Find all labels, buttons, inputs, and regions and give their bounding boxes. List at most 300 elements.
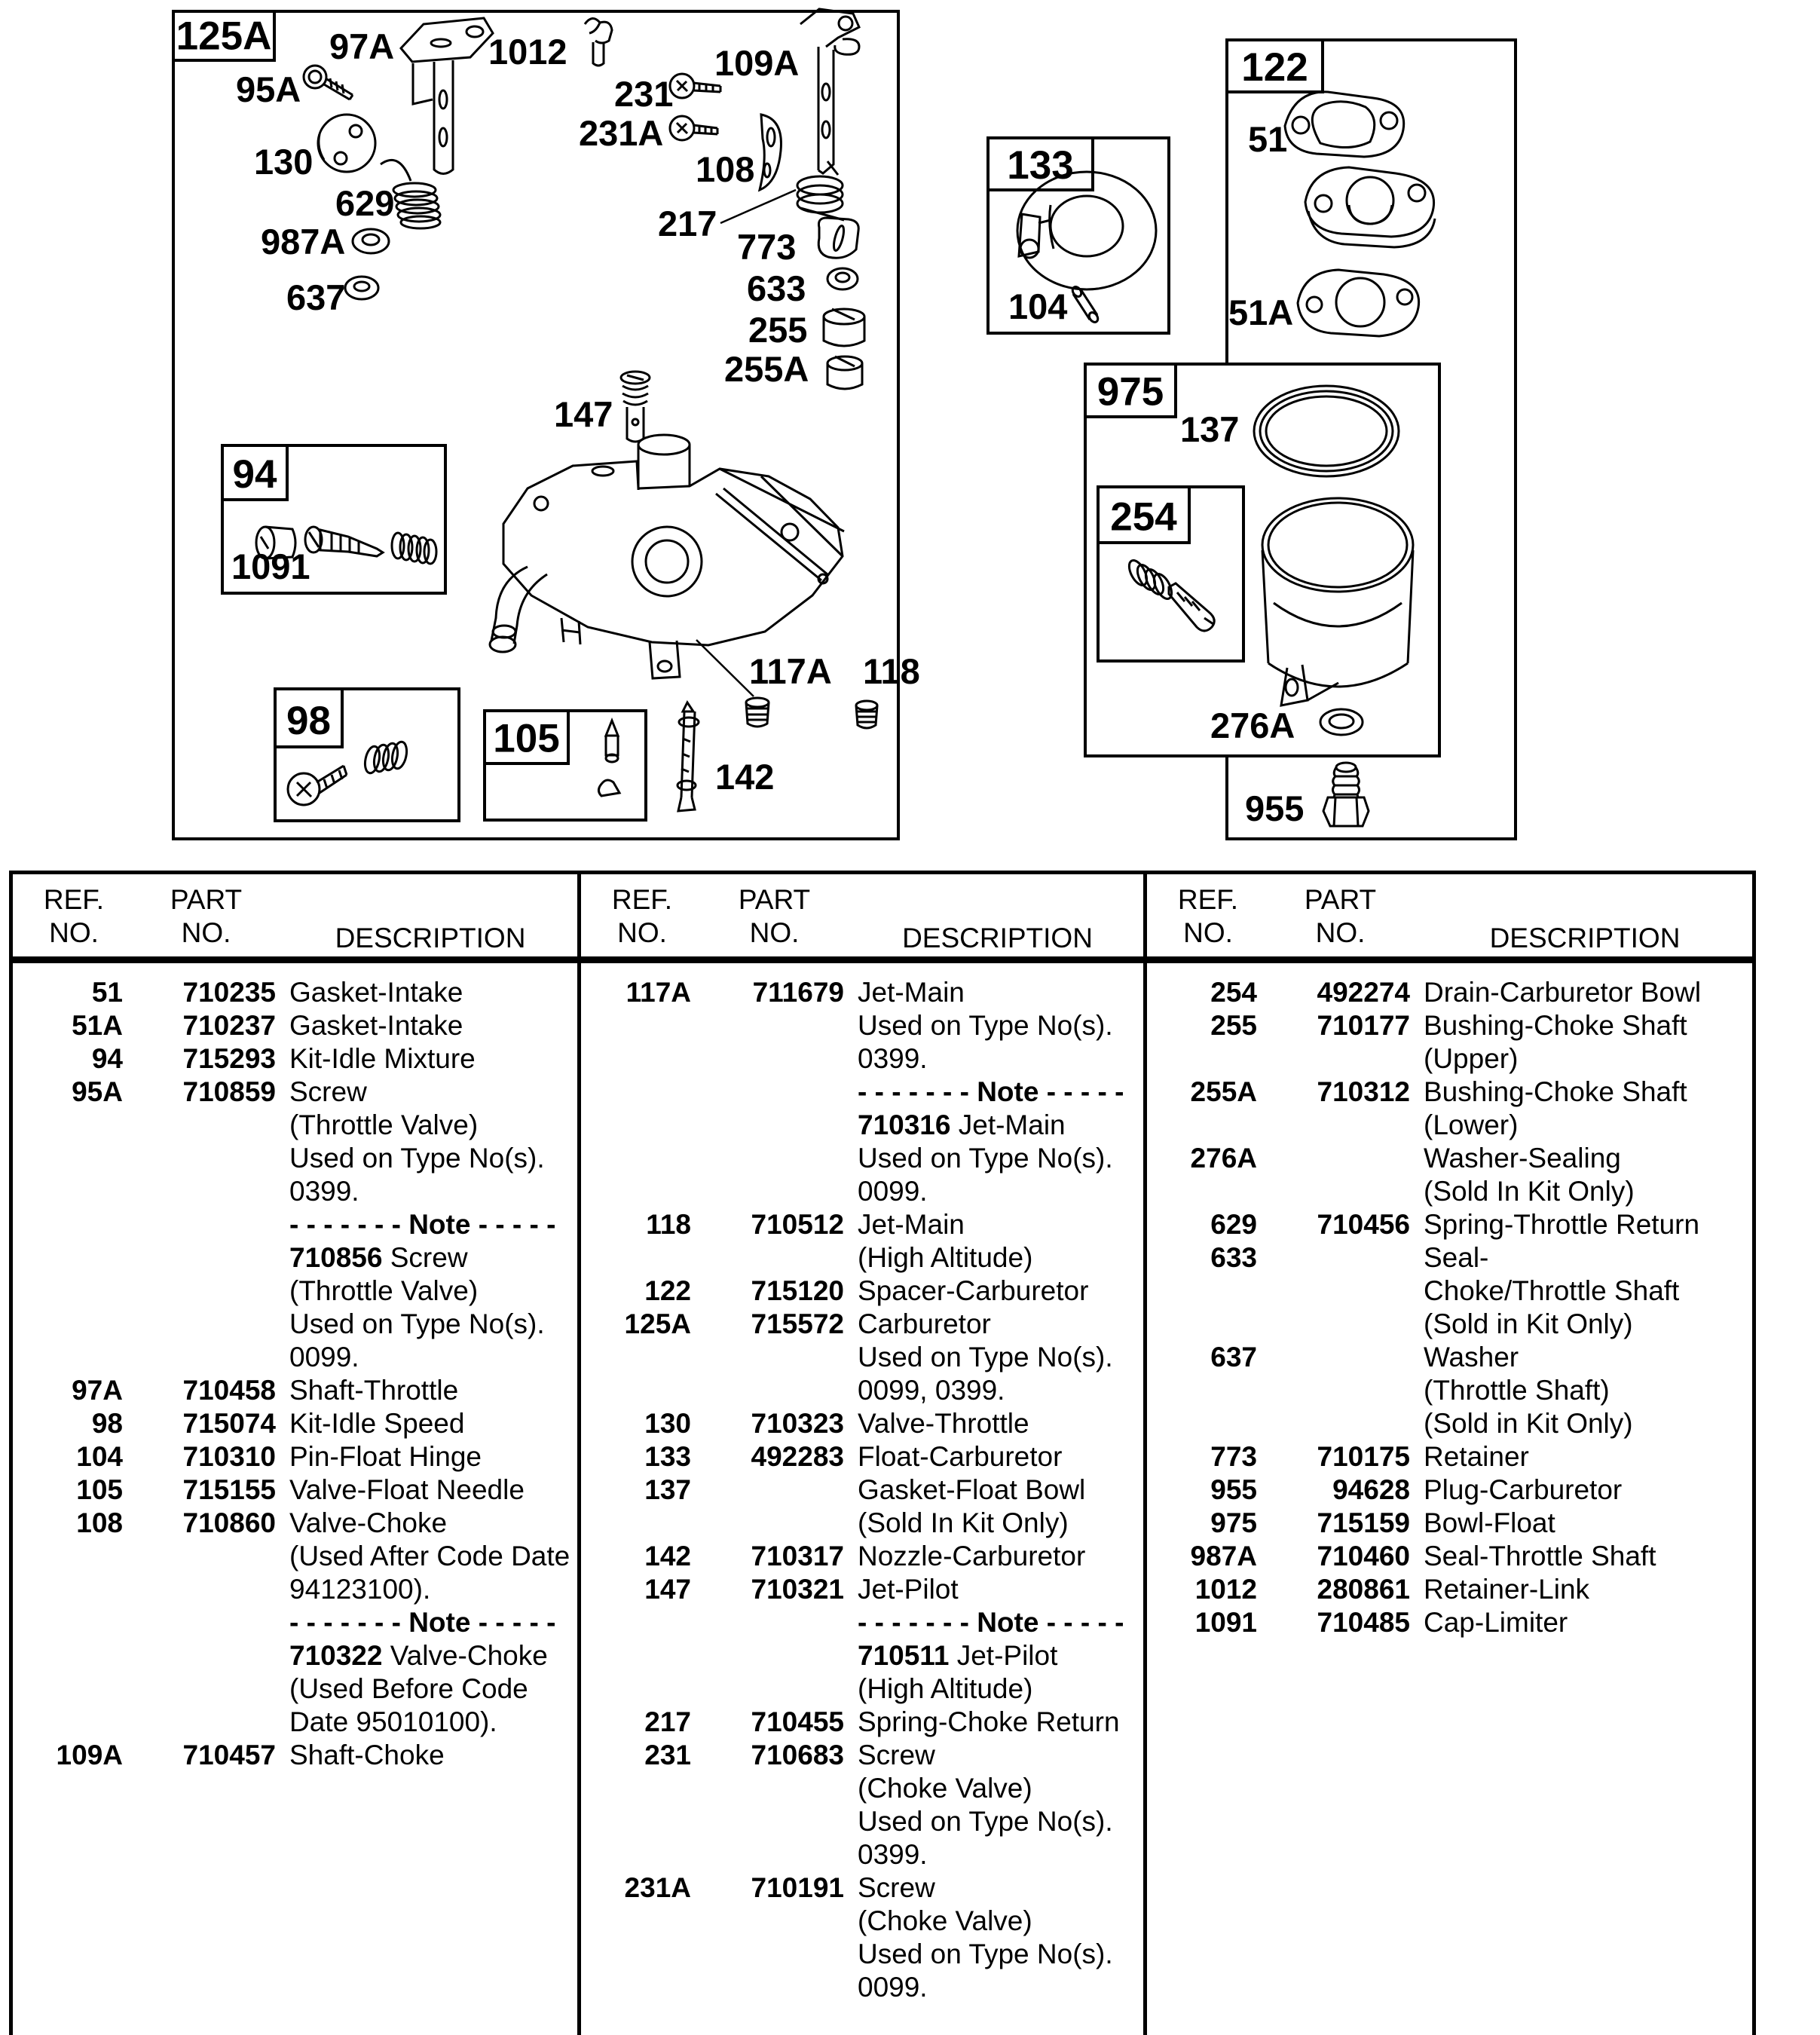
ref-no-cell — [593, 1672, 691, 1706]
description-line: 0399. — [289, 1176, 359, 1207]
description-line: 710322 Valve-Choke — [289, 1640, 548, 1671]
header-part: PART — [170, 884, 243, 915]
table-row — [581, 976, 1143, 1009]
description-line: Washer-Sealing — [1424, 1143, 1621, 1174]
parts-table — [9, 871, 1756, 2035]
ref-no-cell — [593, 1938, 691, 1971]
ref-no-cell: 109A — [56, 1740, 123, 1770]
table-row — [581, 1739, 1143, 1772]
ref-no-cell: 255A — [1190, 1076, 1257, 1107]
table-row — [581, 1042, 1143, 1076]
table-row — [581, 1473, 1143, 1507]
ref-no-cell — [25, 1672, 123, 1706]
ref-no-cell — [25, 1109, 123, 1142]
part-no-cell: 710683 — [751, 1740, 844, 1770]
part-no-cell: 710310 — [182, 1441, 276, 1472]
part-no-cell: 710485 — [1317, 1607, 1410, 1638]
table-row — [581, 1275, 1143, 1308]
description-line: - - - - - - - Note - - - - - — [858, 1076, 1124, 1107]
description-line: Cap-Limiter — [1424, 1607, 1568, 1638]
header-description: DESCRIPTION — [335, 923, 526, 953]
part-no-cell — [705, 1805, 844, 1838]
description-line: Plug-Carburetor — [1424, 1474, 1623, 1505]
description-line: Gasket-Intake — [289, 977, 463, 1008]
callout-987A: 987A — [261, 222, 346, 262]
ref-no-cell — [25, 1208, 123, 1241]
ref-no-cell: 95A — [72, 1076, 123, 1107]
ref-no-cell — [25, 1706, 123, 1739]
header-part: PART — [1304, 884, 1377, 915]
description-line: Screw — [858, 1740, 935, 1770]
description-line: Bushing-Choke Shaft — [1424, 1076, 1687, 1107]
callout-629: 629 — [335, 183, 395, 223]
callout-95A: 95A — [236, 69, 301, 109]
table-row — [581, 1142, 1143, 1175]
header-ref: REF. — [43, 884, 105, 915]
ref-no-cell: 629 — [1210, 1209, 1257, 1240]
description-line: Drain-Carburetor Bowl — [1424, 977, 1702, 1008]
ref-no-cell — [25, 1175, 123, 1208]
description-line: (High Altitude) — [858, 1242, 1033, 1273]
ref-no-cell: 118 — [646, 1209, 691, 1240]
table-row — [13, 1341, 577, 1374]
header-description: DESCRIPTION — [902, 923, 1093, 953]
part-no-cell — [1271, 1275, 1410, 1308]
table-row — [13, 1042, 577, 1076]
description-line: 710856 Screw — [289, 1242, 468, 1273]
table-row — [581, 1772, 1143, 1805]
part-no-cell — [1271, 1374, 1410, 1407]
table-row — [1147, 1009, 1752, 1042]
table-row — [581, 1706, 1143, 1739]
description-line: Used on Type No(s). — [858, 1143, 1113, 1174]
callout-118: 118 — [863, 651, 920, 691]
part-no-cell — [1271, 1407, 1410, 1440]
part-no-cell — [1271, 1341, 1410, 1374]
ref-no-cell: 217 — [644, 1706, 691, 1737]
callout-51A: 51A — [1228, 292, 1294, 332]
description-line: Shaft-Choke — [289, 1740, 445, 1770]
ref-no-cell: 122 — [644, 1275, 691, 1306]
table-row — [581, 1938, 1143, 1971]
ref-no-cell: 254 — [1210, 977, 1257, 1008]
table-row — [1147, 1540, 1752, 1573]
part-no-cell — [136, 1639, 276, 1672]
ref-no-cell: 231 — [644, 1740, 691, 1770]
description-line: Bushing-Choke Shaft — [1424, 1010, 1687, 1041]
part-no-cell: 710323 — [751, 1408, 844, 1439]
ref-no-cell: 773 — [1210, 1441, 1257, 1472]
part-no-cell — [136, 1109, 276, 1142]
table-row — [1147, 976, 1752, 1009]
table-column-2 — [581, 874, 1147, 2035]
description-line: - - - - - - - Note - - - - - — [289, 1209, 556, 1240]
description-line: 0099. — [289, 1342, 359, 1372]
table-row — [581, 1009, 1143, 1042]
ref-no-cell — [593, 1142, 691, 1175]
kit-box-label-133: 133 — [1007, 142, 1074, 188]
ref-no-cell: 137 — [644, 1474, 691, 1505]
description-line: Valve-Choke — [289, 1507, 448, 1538]
part-no-cell — [136, 1606, 276, 1639]
ref-no-cell: 637 — [1210, 1342, 1257, 1372]
ref-no-cell: 633 — [1210, 1242, 1257, 1273]
table-row — [1147, 1208, 1752, 1241]
ref-no-cell: 105 — [76, 1474, 123, 1505]
table-row — [1147, 1042, 1752, 1076]
table-row — [581, 1208, 1143, 1241]
part-no-cell — [705, 1672, 844, 1706]
description-line: (Sold in Kit Only) — [1424, 1308, 1633, 1339]
header-ref: REF. — [1177, 884, 1239, 915]
table-row — [581, 1672, 1143, 1706]
ref-no-cell: 98 — [91, 1408, 123, 1439]
part-no-cell — [136, 1241, 276, 1275]
ref-no-cell: 955 — [1210, 1474, 1257, 1505]
ref-no-cell — [593, 1009, 691, 1042]
ref-no-cell: 133 — [644, 1441, 691, 1472]
table-header: REF. NO. PART NO. DESCRIPTION — [13, 874, 577, 963]
ref-no-cell — [25, 1606, 123, 1639]
description-line: 0099, 0399. — [858, 1375, 1005, 1406]
table-row — [13, 1573, 577, 1606]
callout-117A: 117A — [749, 651, 832, 691]
ref-no-cell — [593, 1175, 691, 1208]
ref-no-cell — [25, 1241, 123, 1275]
kit-box-105 — [485, 711, 646, 820]
description-line: (Used After Code Date — [289, 1541, 570, 1571]
part-no-cell — [705, 1507, 844, 1540]
ref-no-cell — [593, 1905, 691, 1938]
part-no-cell — [705, 1838, 844, 1871]
table-row — [581, 1540, 1143, 1573]
part-no-cell — [136, 1208, 276, 1241]
part-no-cell: 492274 — [1317, 977, 1410, 1008]
part-no-cell: 710191 — [751, 1872, 844, 1903]
description-line: 0399. — [858, 1043, 928, 1074]
callout-637: 637 — [286, 277, 346, 317]
table-row — [1147, 1076, 1752, 1109]
description-line: 0099. — [858, 1972, 928, 2003]
ref-no-cell — [593, 1606, 691, 1639]
callout-1012: 1012 — [488, 32, 567, 72]
callout-109A: 109A — [714, 43, 800, 83]
table-row — [13, 1507, 577, 1540]
part-no-cell: 710177 — [1317, 1010, 1410, 1041]
part-no-cell: 710237 — [182, 1010, 276, 1041]
part-no-cell — [136, 1341, 276, 1374]
part-no-cell — [1271, 1109, 1410, 1142]
description-line: Seal- — [1424, 1242, 1489, 1273]
part-no-cell — [1271, 1042, 1410, 1076]
part-no-cell: 710456 — [1317, 1209, 1410, 1240]
description-line: Spring-Choke Return — [858, 1706, 1120, 1737]
table-row — [13, 1606, 577, 1639]
part-no-cell: 715159 — [1317, 1507, 1410, 1538]
part-no-cell: 715572 — [751, 1308, 844, 1339]
description-line: 0399. — [858, 1839, 928, 1870]
table-row — [13, 1009, 577, 1042]
table-row — [13, 1706, 577, 1739]
table-row — [1147, 1109, 1752, 1142]
table-header: REF. NO. PART NO. DESCRIPTION — [581, 874, 1143, 963]
part-no-cell: 715155 — [182, 1474, 276, 1505]
ref-no-cell: 94 — [91, 1043, 123, 1074]
part-no-cell: 710859 — [182, 1076, 276, 1107]
description-line: (Lower) — [1424, 1109, 1519, 1140]
description-line: Used on Type No(s). — [858, 1806, 1113, 1837]
description-line: Screw — [858, 1872, 935, 1903]
callout-51: 51 — [1248, 119, 1288, 159]
ref-no-cell — [593, 1971, 691, 2004]
description-line: Kit-Idle Speed — [289, 1408, 465, 1439]
part-no-cell — [136, 1573, 276, 1606]
part-no-cell — [705, 1076, 844, 1109]
part-no-cell — [705, 1938, 844, 1971]
part-no-cell — [136, 1540, 276, 1573]
part-no-cell — [136, 1672, 276, 1706]
table-row — [581, 1374, 1143, 1407]
part-no-cell: 710512 — [751, 1209, 844, 1240]
table-row — [13, 1672, 577, 1706]
ref-no-cell — [593, 1838, 691, 1871]
table-row — [581, 1606, 1143, 1639]
part-no-cell — [136, 1275, 276, 1308]
kit-box-label-105: 105 — [493, 716, 560, 761]
part-no-cell: 710455 — [751, 1706, 844, 1737]
table-row — [581, 1308, 1143, 1341]
ref-no-cell — [25, 1142, 123, 1175]
description-line: Jet-Main — [858, 977, 965, 1008]
ref-no-cell — [593, 1374, 691, 1407]
ref-no-cell — [593, 1042, 691, 1076]
ref-no-cell: 51 — [91, 977, 123, 1008]
ref-no-cell — [25, 1341, 123, 1374]
table-row — [1147, 1374, 1752, 1407]
callout-147: 147 — [554, 394, 613, 434]
description-line: (Sold In Kit Only) — [1424, 1176, 1635, 1207]
ref-no-cell: 108 — [76, 1507, 123, 1538]
ref-no-cell — [1159, 1109, 1257, 1142]
ref-no-cell — [1159, 1275, 1257, 1308]
ref-no-cell — [593, 1507, 691, 1540]
description-line: Washer — [1424, 1342, 1519, 1372]
ref-no-cell — [25, 1540, 123, 1573]
table-row — [13, 1473, 577, 1507]
description-line: (Choke Valve) — [858, 1905, 1032, 1936]
table-row — [13, 1374, 577, 1407]
part-no-cell — [1271, 1142, 1410, 1175]
ref-no-cell: 130 — [644, 1408, 691, 1439]
table-row — [1147, 1175, 1752, 1208]
callout-108: 108 — [696, 149, 755, 189]
kit-box-label-122: 122 — [1241, 44, 1308, 90]
callout-955: 955 — [1245, 788, 1305, 828]
description-line: Jet-Pilot — [858, 1574, 959, 1605]
ref-no-cell: 987A — [1190, 1541, 1257, 1571]
table-row — [581, 1838, 1143, 1871]
table-row — [13, 1109, 577, 1142]
ref-no-cell — [593, 1076, 691, 1109]
kit-box-label-98: 98 — [286, 699, 331, 744]
table-row — [581, 1971, 1143, 2004]
description-line: Gasket-Intake — [289, 1010, 463, 1041]
exploded-parts-diagram — [0, 0, 1820, 867]
callout-231: 231 — [614, 74, 674, 114]
ref-no-cell — [593, 1109, 691, 1142]
part-no-cell: 710321 — [751, 1574, 844, 1605]
description-line: Nozzle-Carburetor — [858, 1541, 1086, 1571]
table-row — [13, 976, 577, 1009]
table-row — [581, 1241, 1143, 1275]
table-body-3 — [1147, 963, 1752, 1639]
part-no-cell — [705, 1042, 844, 1076]
description-line: 710511 Jet-Pilot — [858, 1640, 1058, 1671]
part-no-cell — [705, 1109, 844, 1142]
table-row — [581, 1639, 1143, 1672]
table-row — [581, 1871, 1143, 1905]
part-no-cell — [705, 1639, 844, 1672]
kit-box-label-254: 254 — [1110, 494, 1177, 540]
callout-276A: 276A — [1210, 705, 1295, 745]
header-ref: REF. — [611, 884, 673, 915]
description-line: Choke/Throttle Shaft — [1424, 1275, 1680, 1306]
table-row — [13, 1540, 577, 1573]
header-description: DESCRIPTION — [1489, 923, 1681, 953]
description-line: Float-Carburetor — [858, 1441, 1063, 1472]
ref-no-cell: 147 — [644, 1574, 691, 1605]
ref-no-cell — [25, 1308, 123, 1341]
table-row — [1147, 1440, 1752, 1473]
description-line: - - - - - - - Note - - - - - — [858, 1607, 1124, 1638]
table-row — [1147, 1606, 1752, 1639]
ref-no-cell — [593, 1772, 691, 1805]
description-line: Used on Type No(s). — [858, 1010, 1113, 1041]
table-row — [581, 1573, 1143, 1606]
table-header: REF. NO. PART NO. DESCRIPTION — [1147, 874, 1752, 963]
description-line: Used on Type No(s). — [858, 1342, 1113, 1372]
description-line: (Throttle Shaft) — [1424, 1375, 1610, 1406]
part-no-cell — [705, 1142, 844, 1175]
description-line: Retainer — [1424, 1441, 1529, 1472]
description-line: Screw — [289, 1076, 367, 1107]
ref-no-cell: 255 — [1210, 1010, 1257, 1041]
description-line: (Upper) — [1424, 1043, 1519, 1074]
table-row — [581, 1905, 1143, 1938]
header-part: PART — [738, 884, 811, 915]
part-no-cell — [705, 1772, 844, 1805]
callout-130: 130 — [254, 142, 314, 182]
callout-773: 773 — [737, 227, 797, 267]
part-no-cell: 715074 — [182, 1408, 276, 1439]
part-no-cell — [136, 1308, 276, 1341]
kit-box-label-125A: 125A — [176, 14, 272, 59]
ref-no-cell — [1159, 1374, 1257, 1407]
part-no-cell — [705, 1905, 844, 1938]
description-line: Shaft-Throttle — [289, 1375, 459, 1406]
description-line: Carburetor — [858, 1308, 991, 1339]
table-row — [1147, 1473, 1752, 1507]
ref-no-cell — [1159, 1175, 1257, 1208]
part-no-cell — [705, 1009, 844, 1042]
part-no-cell — [705, 1374, 844, 1407]
description-line: Used on Type No(s). — [289, 1308, 545, 1339]
ref-no-cell — [25, 1573, 123, 1606]
description-line: Retainer-Link — [1424, 1574, 1590, 1605]
ref-no-cell — [25, 1275, 123, 1308]
part-no-cell: 710312 — [1317, 1076, 1410, 1107]
description-line: Spacer-Carburetor — [858, 1275, 1089, 1306]
description-line: 94123100). — [289, 1574, 431, 1605]
callout-217: 217 — [658, 204, 717, 243]
part-no-cell: 280861 — [1317, 1574, 1410, 1605]
callout-633: 633 — [747, 268, 806, 308]
ref-no-cell: 125A — [624, 1308, 691, 1339]
part-no-cell — [1271, 1308, 1410, 1341]
table-row — [1147, 1241, 1752, 1275]
callout-255: 255 — [748, 310, 808, 350]
description-line: Spring-Throttle Return — [1424, 1209, 1700, 1240]
table-row — [13, 1308, 577, 1341]
ref-no-cell — [1159, 1042, 1257, 1076]
ref-no-cell — [1159, 1407, 1257, 1440]
part-no-cell — [1271, 1241, 1410, 1275]
table-row — [13, 1739, 577, 1772]
part-no-cell: 710235 — [182, 977, 276, 1008]
table-row — [13, 1440, 577, 1473]
table-row — [1147, 1507, 1752, 1540]
callout-97A: 97A — [329, 26, 395, 66]
part-no-cell: 710458 — [182, 1375, 276, 1406]
ref-no-cell: 97A — [72, 1375, 123, 1406]
callout-142: 142 — [715, 757, 775, 797]
kit-box-254 — [1098, 487, 1243, 661]
part-no-cell — [705, 1341, 844, 1374]
table-row — [13, 1275, 577, 1308]
description-line: Used on Type No(s). — [289, 1143, 545, 1174]
part-no-cell: 492283 — [751, 1441, 844, 1472]
description-line: Seal-Throttle Shaft — [1424, 1541, 1656, 1571]
description-line: Used on Type No(s). — [858, 1939, 1113, 1969]
table-row — [13, 1175, 577, 1208]
table-row — [581, 1175, 1143, 1208]
table-row — [581, 1407, 1143, 1440]
ref-no-cell — [593, 1639, 691, 1672]
table-row — [13, 1241, 577, 1275]
description-line: Jet-Main — [858, 1209, 965, 1240]
table-row — [1147, 1407, 1752, 1440]
description-line: - - - - - - - Note - - - - - — [289, 1607, 556, 1638]
table-row — [13, 1639, 577, 1672]
table-row — [13, 1076, 577, 1109]
kit-box-label-94: 94 — [232, 452, 277, 497]
ref-no-cell: 1012 — [1194, 1574, 1257, 1605]
table-row — [1147, 1275, 1752, 1308]
ref-no-cell — [593, 1805, 691, 1838]
part-no-cell: 715293 — [182, 1043, 276, 1074]
ref-no-cell: 231A — [624, 1872, 691, 1903]
part-no-cell — [705, 1473, 844, 1507]
callout-231A: 231A — [579, 113, 664, 153]
description-line: Kit-Idle Mixture — [289, 1043, 476, 1074]
ref-no-cell — [593, 1341, 691, 1374]
ref-no-cell: 276A — [1190, 1143, 1257, 1174]
description-line: (Throttle Valve) — [289, 1275, 479, 1306]
part-no-cell — [705, 1175, 844, 1208]
part-no-cell — [705, 1971, 844, 2004]
table-row — [581, 1341, 1143, 1374]
description-line: Valve-Float Needle — [289, 1474, 525, 1505]
